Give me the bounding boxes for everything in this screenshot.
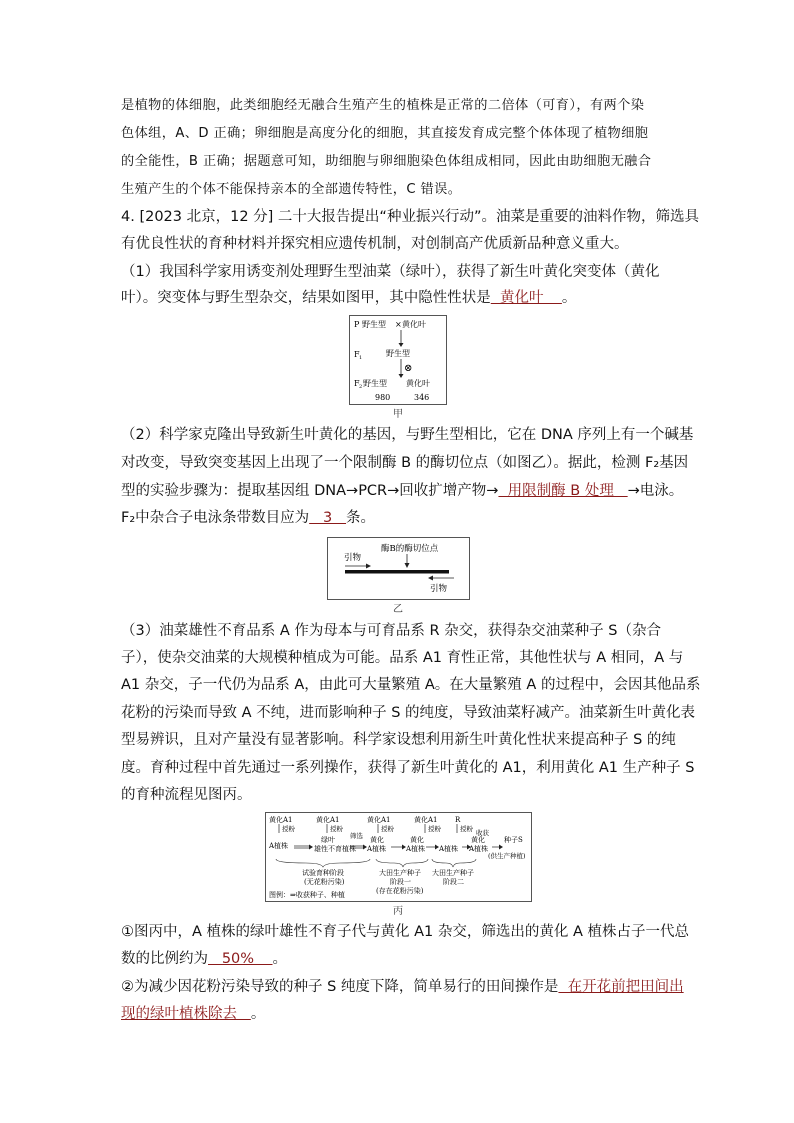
bing-stage-1: 大田生产种子 [379, 869, 421, 877]
sub-question-2-line-2 [121, 1004, 265, 1024]
bing-top-1: 黄化A1 [269, 816, 293, 824]
sub-question-2-end: 。 [250, 1006, 266, 1022]
jia-f2-sub: 2 [359, 384, 363, 390]
sub-question-1-text: 数的比例约为 [121, 951, 208, 967]
sub-question-2-line-1 [121, 977, 684, 997]
bing-a-plant: A植株 [269, 842, 289, 850]
figure-yi-diagram [328, 538, 469, 599]
bing-seed-s-sub: (供生产种植) [488, 852, 526, 860]
part-1-line-2 [121, 288, 576, 308]
jia-cross: × [395, 320, 402, 329]
bing-pollinate-1: 授粉 [282, 825, 295, 833]
bing-a-plant-5: A植株 [469, 845, 489, 853]
part-3-line-4: 花粉的污染而导致 A 不纯，进而影响种子 S 的纯度，导致油菜籽减产。油菜新生叶黄化表 [121, 705, 696, 721]
bing-yellow-a-4: 黄化 [471, 836, 485, 844]
bing-legend-text: ⇒收获种子、种植 [290, 891, 345, 899]
bing-top-2: 黄化A1 [316, 816, 340, 824]
answer-2: 用限制酶 B 处理 [498, 483, 628, 499]
figure-jia [349, 315, 447, 405]
part-2-line-1: （2）科学家克隆出导致新生叶黄化的基因，与野生型相比，它在 DNA 序列上有一个碱基 [121, 427, 694, 443]
bing-legend: 图例： [269, 891, 290, 899]
question-4-stem: 有优良性状的育种材料并探究相应遗传机制，对创制高产优质新品种意义重大。 [121, 236, 629, 252]
answer-5-part-1: 在开花前把田间出 [558, 979, 684, 995]
sub-question-1-end: 。 [272, 951, 287, 967]
bing-top-4: 黄化A1 [414, 816, 438, 824]
part-2-text-2: F₂中杂合子电泳条带数目应为 [121, 510, 310, 526]
jia-self-icon: ⊗ [404, 363, 413, 374]
yi-site-label: 酶B的酶切位点 [381, 544, 439, 554]
answer-4: 50% [208, 951, 273, 967]
bing-pollinate-2: 授粉 [330, 825, 343, 833]
part-1-line-1: （1）我国科学家用诱变剂处理野生型油菜（绿叶），获得了新生叶黄化突变体（黄化 [121, 264, 660, 280]
explanation-line-1: 是植物的体细胞，此类细胞经无融合生殖产生的植株是正常的二倍体（可育），有两个染 [121, 98, 645, 113]
bing-stage-2: 大田生产种子 [432, 869, 474, 877]
jia-n-wild: 980 [375, 393, 391, 402]
figure-bing-caption: 丙 [393, 906, 403, 917]
explanation-line-2: 色体组，A、D 正确；卵细胞是高度分化的细胞，其直接发育成完整个体体现了植物细胞 [121, 126, 649, 141]
jia-p: P [354, 320, 360, 329]
question-4-header: 4. [2023 北京，12 分] 二十大报告提出“种业振兴行动”。油菜是重要的油料作物，筛选具 [121, 209, 699, 225]
part-3-line-5: 型易辨识，且对产量没有显著影响。科学家设想利用新生叶黄化性状来提高种子 S 的纯 [121, 732, 676, 748]
jia-f2-wild: 野生型 [363, 379, 387, 388]
jia-f1-sub: 1 [359, 355, 363, 361]
bing-male-sterile: 雄性不育植株 [314, 845, 356, 853]
part-3-line-3: A1 杂交，子一代仍为品系 A，由此可大量繁殖 A。在大量繁殖 A 的过程中，会因其他品系 [121, 677, 701, 693]
jia-n-yellow: 346 [414, 393, 430, 402]
part-2-text: 型的实验步骤为：提取基因组 DNA→PCR→回收扩增产物→ [121, 483, 499, 499]
part-2-end-2: 条。 [346, 510, 376, 526]
jia-f2-yellow: 黄化叶 [406, 379, 430, 388]
figure-jia-diagram [350, 316, 446, 404]
bing-harvest: 收获 [476, 829, 489, 837]
jia-f1: F [354, 350, 360, 359]
bing-stage-0-sub: (无花粉污染) [304, 878, 345, 886]
bing-stage-1-b: 阶段一 [390, 878, 411, 886]
explanation-line-3: 的全能性，B 正确；据题意可知，助细胞与卵细胞染色体组成相同，因此由助细胞无融合 [121, 154, 652, 169]
bing-a-plant-2: A植株 [367, 845, 387, 853]
answer-3: 3 [309, 510, 347, 526]
part-1-text: 叶）。突变体与野生型杂交，结果如图甲，其中隐性性状是 [121, 290, 491, 306]
part-3-line-2: 子），使杂交油菜的大规模种植成为可能。品系 A1 育性正常，其他性状与 A 相同，A 与 [121, 650, 684, 666]
bing-stage-0: 试验育种阶段 [302, 869, 344, 877]
part-2-line-4 [121, 508, 375, 528]
sub-question-1-line-1: ①图丙中，A 植株的绿叶雄性不育子代与黄化 A1 杂交，筛选出的黄化 A 植株占子一代总 [121, 924, 690, 940]
jia-wild: 野生型 [362, 320, 386, 329]
bing-a-plant-4: A植株 [439, 845, 459, 853]
part-3-line-6: 度。育种过程中首先通过一系列操作，获得了新生叶黄化的 A1，利用黄化 A1 生产种子 S [121, 760, 695, 776]
answer-5-part-2: 现的绿叶植株除去 [121, 1006, 251, 1022]
part-1-end: 。 [561, 290, 577, 306]
figure-yi-caption: 乙 [393, 604, 403, 615]
bing-stage-2-b: 阶段二 [443, 878, 464, 886]
figure-bing [265, 812, 532, 902]
figure-jia-caption: 甲 [393, 409, 403, 420]
sub-question-1-line-2 [121, 949, 287, 969]
sub-question-2-text: ②为减少因花粉污染导致的种子 S 纯度下降，简单易行的田间操作是 [121, 979, 559, 995]
bing-screen: 筛选 [350, 832, 363, 840]
bing-pollinate-4: 授粉 [428, 825, 441, 833]
bing-yellow-a: 黄化 [370, 836, 384, 844]
bing-green: 绿叶 [321, 836, 335, 844]
explanation-line-4: 生殖产生的个体不能保持亲本的全部遗传特性，C 错误。 [121, 182, 462, 197]
yi-primer-left-label: 引物 [344, 553, 362, 563]
figure-bing-diagram [266, 813, 531, 901]
jia-yellow: 黄化叶 [402, 320, 426, 329]
jia-f2: F [354, 379, 360, 388]
bing-yellow-a-2: 黄化 [410, 836, 424, 844]
bing-a-plant-3: A植株 [406, 845, 426, 853]
bing-seed-s: 种子S [504, 836, 523, 844]
part-3-line-1: （3）油菜雄性不育品系 A 作为母本与可育品系 R 杂交，获得杂交油菜种子 S（杂合 [121, 623, 661, 639]
part-2-line-3 [121, 481, 683, 501]
jia-f1-wild: 野生型 [386, 349, 410, 358]
part-3-line-7: 的育种流程见图丙。 [121, 787, 252, 803]
part-2-end: →电泳。 [627, 483, 684, 499]
part-2-line-2: 对改变，导致突变基因上出现了一个限制酶 B 的酶切位点（如图乙）。据此，检测 F₂基因 [121, 455, 689, 471]
bing-stage-1-sub: (存在花粉污染) [376, 887, 424, 895]
answer-1: 黄化叶 [490, 290, 562, 306]
yi-dna-strand [345, 570, 449, 574]
bing-pollinate-5: 授粉 [460, 825, 473, 833]
bing-top-3: 黄化A1 [367, 816, 391, 824]
figure-yi [327, 537, 470, 600]
yi-primer-right-label: 引物 [430, 584, 448, 594]
bing-top-5: R [455, 816, 461, 824]
bing-pollinate-3: 授粉 [381, 825, 394, 833]
